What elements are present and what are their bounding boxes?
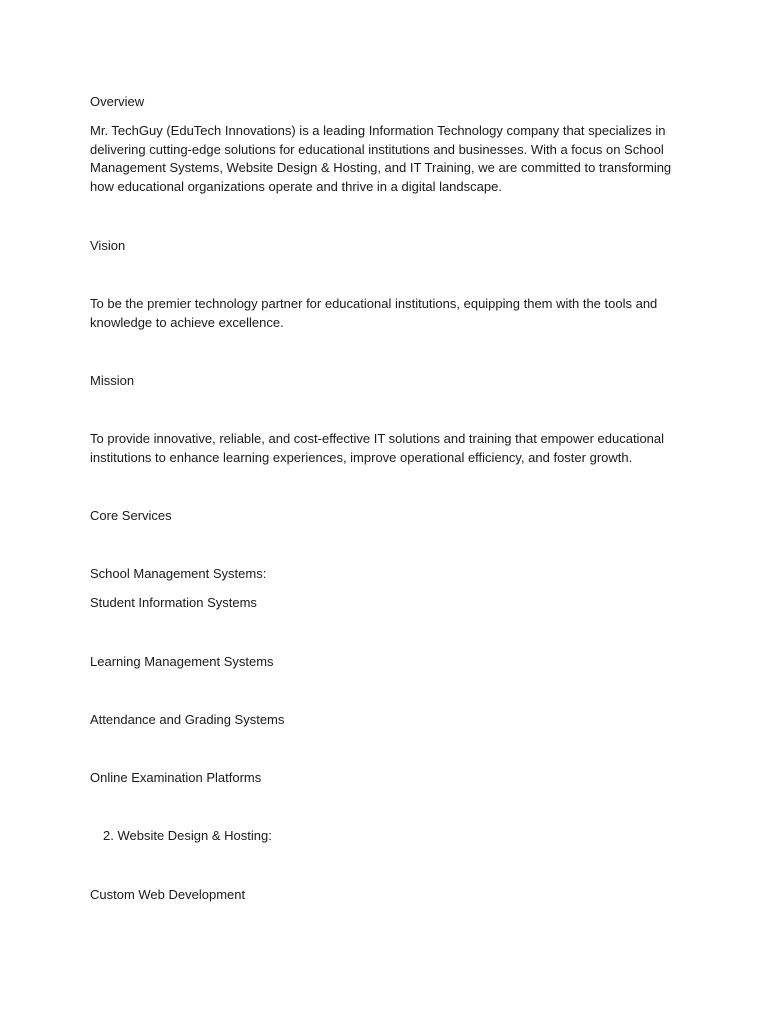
list-item: Custom Web Development xyxy=(90,887,246,902)
vision-heading: Vision xyxy=(90,238,126,253)
list-item: Learning Management Systems xyxy=(90,654,274,669)
list-item: Attendance and Grading Systems xyxy=(90,712,285,727)
list-item: Student Information Systems xyxy=(90,595,257,610)
overview-line: Mr. TechGuy (EduTech Innovations) is a leading Information Technology company that specializes in xyxy=(90,123,666,138)
vision-paragraph xyxy=(90,295,670,332)
mission-paragraph xyxy=(90,430,670,467)
vision-line: knowledge to achieve excellence. xyxy=(90,314,284,330)
overview-paragraph xyxy=(90,122,670,196)
overview-line: Management Systems, Website Design & Hosting, and IT Training, we are committed to transforming xyxy=(90,160,672,175)
school-management-heading: School Management Systems: xyxy=(90,566,267,581)
vision-line: To be the premier technology partner for educational institutions, equipping them with the tools and xyxy=(90,296,658,311)
overview-line: delivering cutting-edge solutions for educational institutions and businesses. With a focus on School xyxy=(90,141,664,157)
overview-line: how educational organizations operate and thrive in a digital landscape. xyxy=(90,178,502,194)
overview-heading: Overview xyxy=(90,94,145,109)
list-item: Online Examination Platforms xyxy=(90,770,262,785)
mission-line: institutions to enhance learning experiences, improve operational efficiency, and foster growth. xyxy=(90,449,633,465)
mission-line: To provide innovative, reliable, and cost-effective IT solutions and training that empower educational xyxy=(90,431,665,446)
website-design-heading: 2. Website Design & Hosting: xyxy=(103,828,272,843)
core-services-heading: Core Services xyxy=(90,508,172,523)
mission-heading: Mission xyxy=(90,373,135,388)
